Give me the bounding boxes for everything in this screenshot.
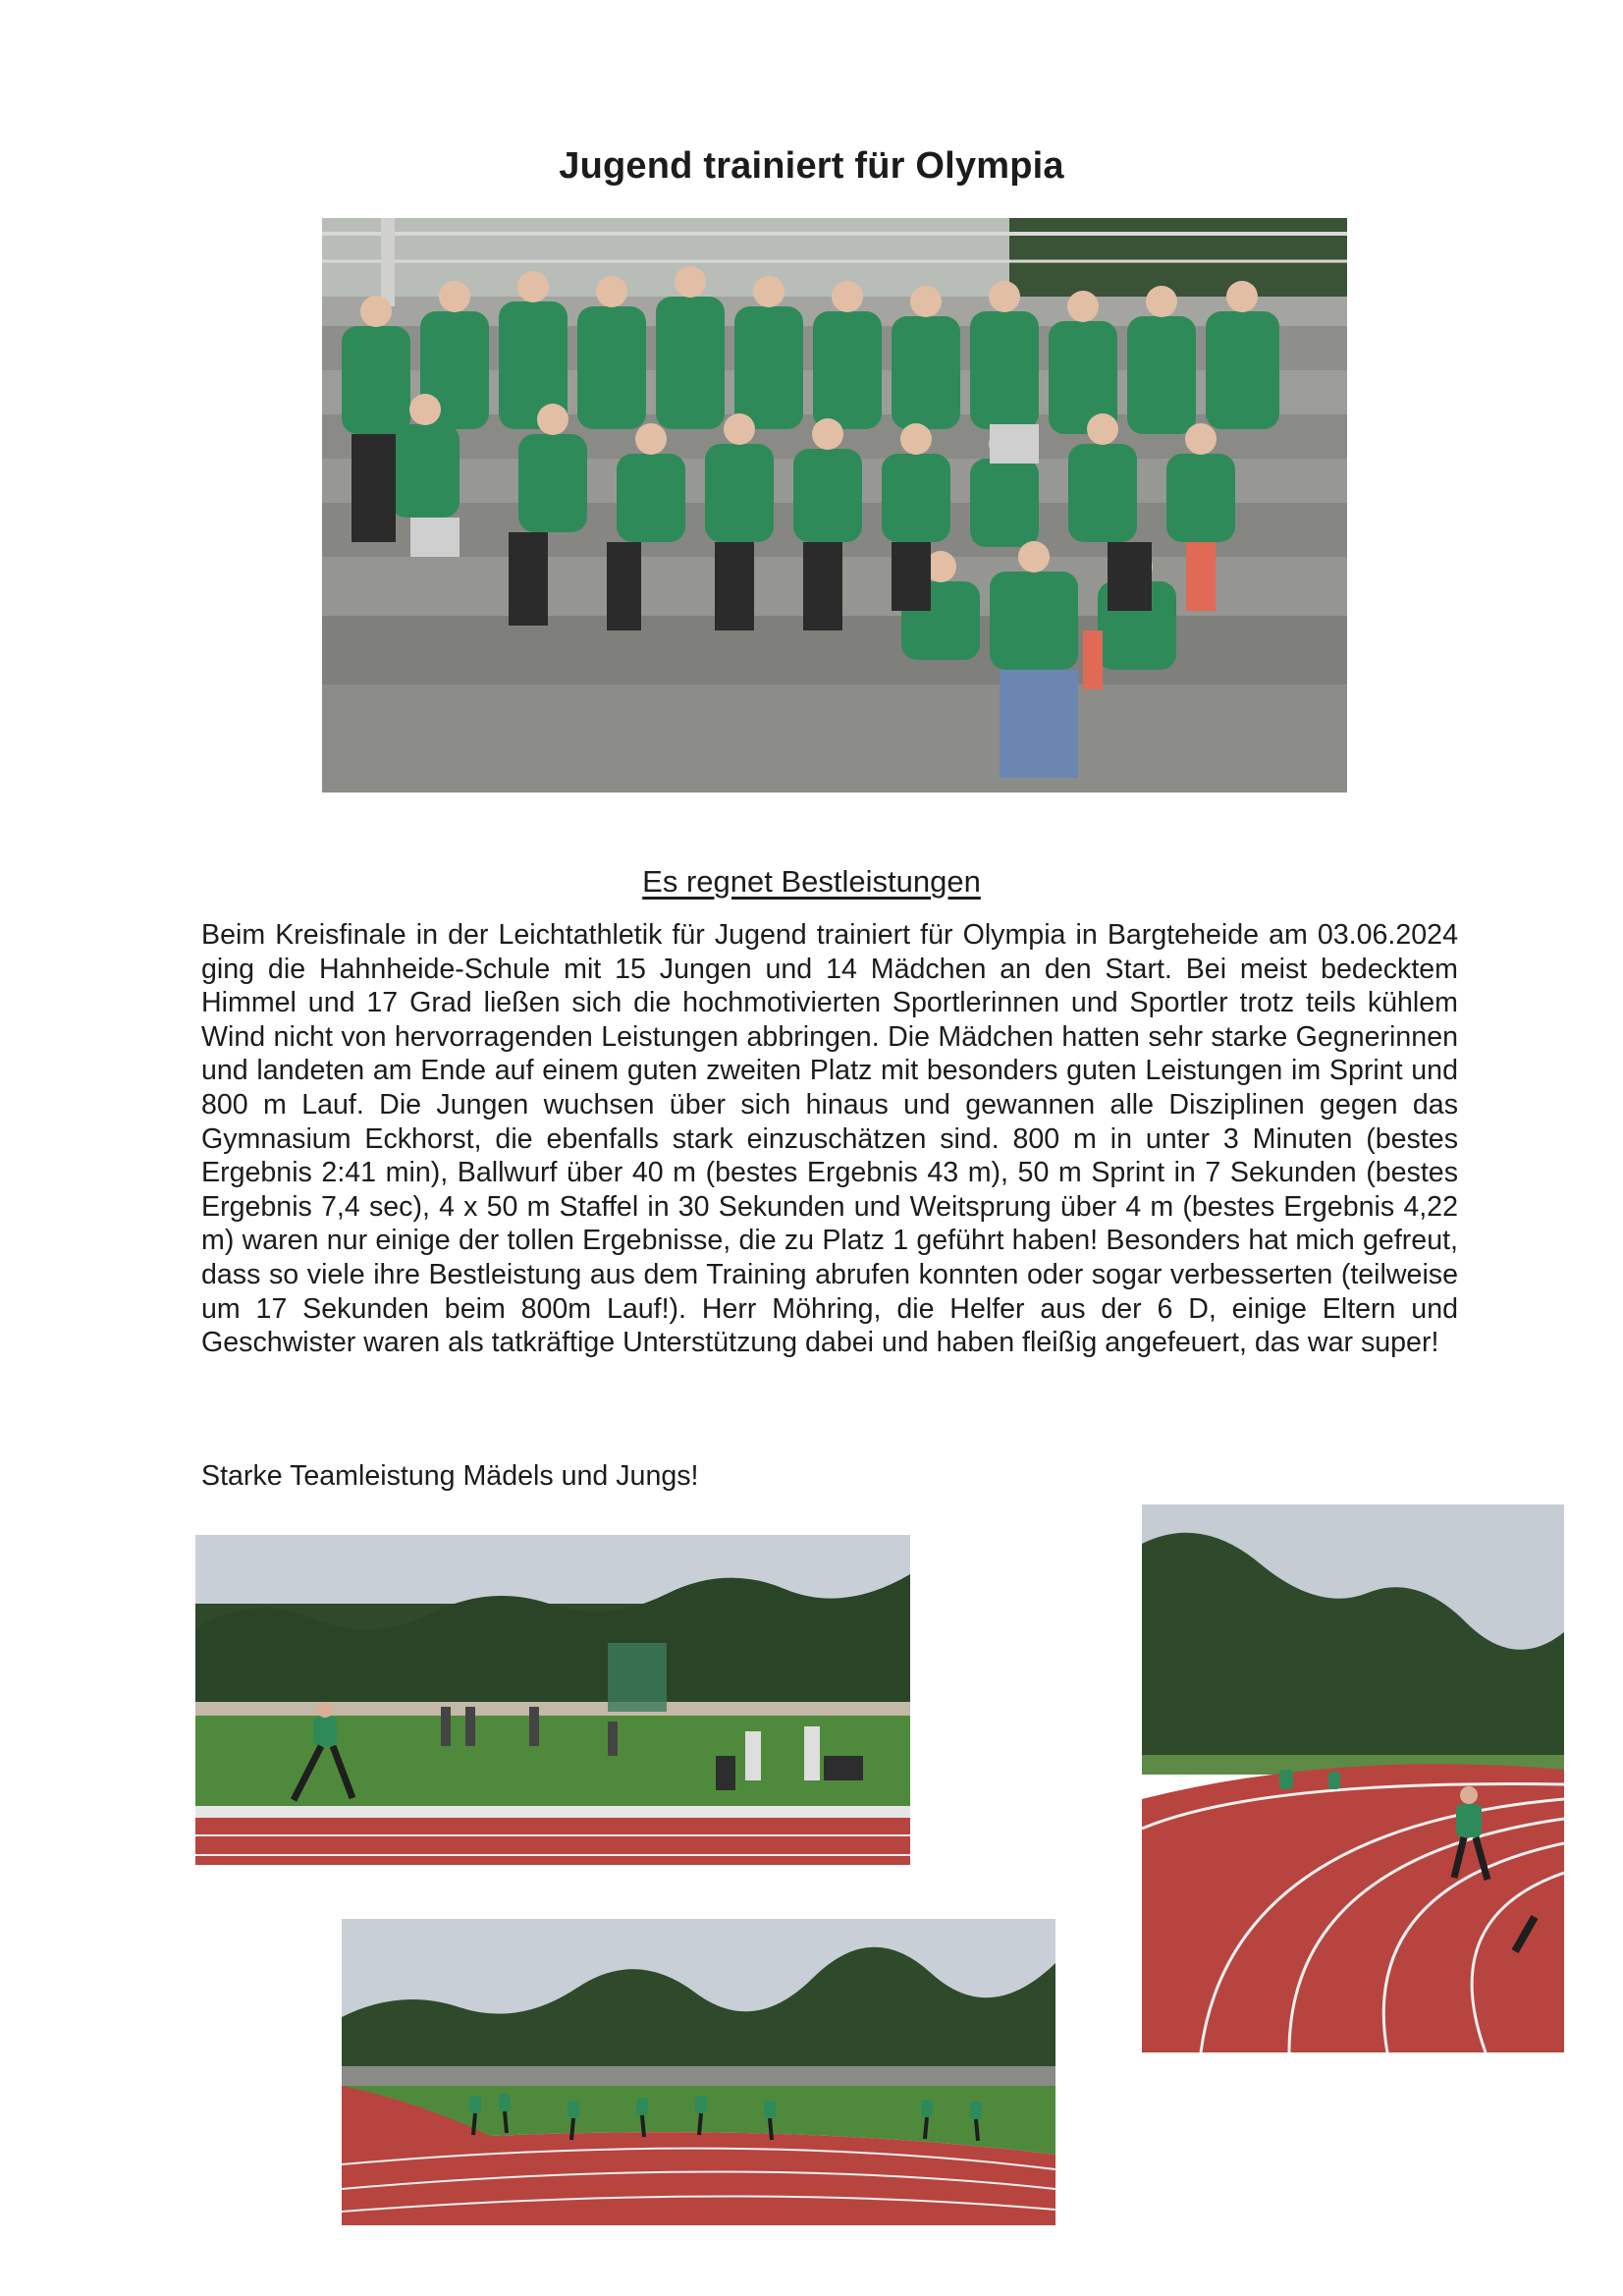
sprint-photo-image [195, 1535, 910, 1865]
article-closing: Starke Teamleistung Mädels und Jungs! [201, 1460, 699, 1492]
sprint-photo [195, 1535, 910, 1865]
field-overview-photo [342, 1919, 1055, 2225]
article-body: Beim Kreisfinale in der Leichtathletik für Jugend trainiert für Olympia in Bargteheide am 03.06.2024 ging die Hahnheide-Schule mit 15 Jungen und 14 Mädchen an den Start. Bei meist bedecktem Himmel und 17 Grad ließen sich die hochmotivierten Sportlerinnen und Sportler trotz teils kühlem Wind nicht von hervorragenden Leistungen abbringen. Die Mädchen hatten sehr starke Gegnerinnen und landeten am Ende auf einem guten zweiten Platz mit besonders guten Leistungen im Sprint und 800 m Lauf. Die Jungen wuchsen über sich hinaus und gewannen alle Disziplinen gegen das Gymnasium Eckhorst, die ebenfalls stark einzuschätzen sind. 800 m in unter 3 Minuten (bestes Ergebnis 2:41 min), Ballwurf über 40 m (bestes Ergebnis 43 m), 50 m Sprint in 7 Sekunden (bestes Ergebnis 7,4 sec), 4 x 50 m Staffel in 30 Sekunden und Weitsprung über 4 m (bestes Ergebnis 4,22 m) waren nur einige der tollen Ergebnisse, die zu Platz 1 geführt haben! Besonders hat mich gefreut, dass so viele ihre Bestleistung aus dem Training abrufen konnten oder sogar verbesserten (teilweise um 17 Sekunden beim 800m Lauf!). Herr Möhring, die Helfer aus der 6 D, einige Eltern und Geschwister waren als tatkräftige Unterstützung dabei und haben fleißig angefeuert, das war super! [201, 919, 1458, 1359]
field-overview-photo-image [342, 1919, 1055, 2225]
team-group-photo-image [322, 218, 1347, 793]
article-headline: Es regnet Bestleistungen [642, 864, 981, 899]
team-group-photo [322, 218, 1347, 793]
page-title: Jugend trainiert für Olympia [559, 145, 1064, 187]
curve-run-photo-image [1142, 1504, 1564, 2052]
curve-run-photo [1142, 1504, 1564, 2052]
